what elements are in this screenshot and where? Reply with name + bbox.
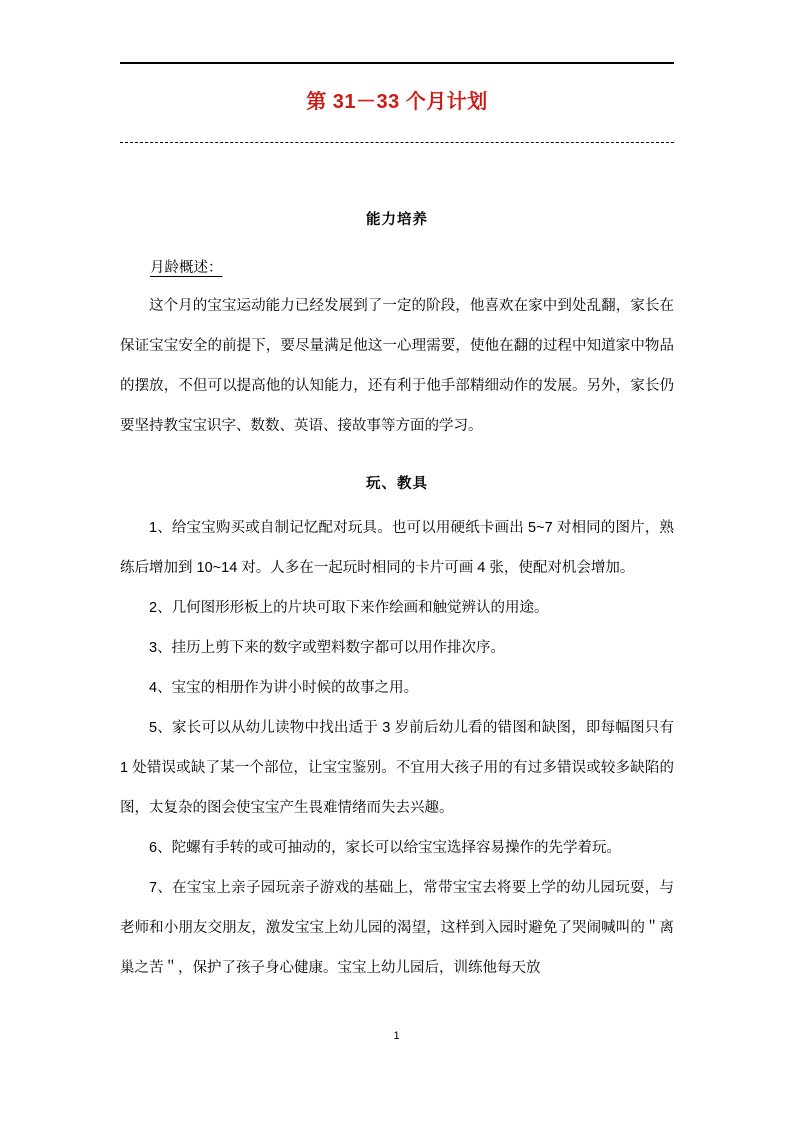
list-item: 6、陀螺有手转的或可抽动的，家长可以给宝宝选择容易操作的先学着玩。 bbox=[149, 840, 622, 857]
paragraph-month-overview: 这个月的宝宝运动能力已经发展到了一定的阶段，他喜欢在家中到处乱翻，家长在保证宝宝安全的前提下，要尽量满足他这一心理需要，使他在翻的过程中知道家中物品的摆放，不但可以提高他的认知能力，还有利于他手部精细动作的发展。另外，家长仍要坚持教宝宝识字、数数、英语、接故事等方面的学习。 bbox=[120, 298, 674, 435]
header-bottom-dashed-rule bbox=[120, 142, 674, 143]
document-body bbox=[120, 196, 674, 988]
list-item: 7、在宝宝上亲子园玩亲子游戏的基础上，常带宝宝去将要上学的幼儿园玩耍，与老师和小朋友交朋友，激发宝宝上幼儿园的渴望，这样到入园时避免了哭闹喊叫的＂离巢之苦＂，保护了孩子身心健康。宝宝上幼儿园后，训练他每天放 bbox=[120, 880, 674, 977]
list-item: 1、给宝宝购买或自制记忆配对玩具。也可以用硬纸卡画出 5~7 对相同的图片，熟练后增加到 10~14 对。人多在一起玩时相同的卡片可画 4 张，使配对机会增加。 bbox=[120, 520, 674, 577]
page-header bbox=[120, 62, 674, 143]
list-item: 5、家长可以从幼儿读物中找出适于 3 岁前后幼儿看的错图和缺图，即每幅图只有 1 处错误或缺了某一个部位，让宝宝鉴别。不宜用大孩子用的有过多错误或较多缺陷的图，太复杂的图会使宝宝产生畏难情绪而失去兴趣。 bbox=[120, 720, 674, 817]
page-number: 1 bbox=[393, 1030, 400, 1042]
heading-ability-training: 能力培养 bbox=[366, 212, 428, 228]
label-month-overview: 月龄概述： bbox=[150, 260, 223, 277]
list-item: 2、几何图形形板上的片块可取下来作绘画和触觉辨认的用途。 bbox=[149, 600, 549, 617]
list-item: 4、宝宝的相册作为讲小时候的故事之用。 bbox=[149, 680, 419, 697]
header-top-rule bbox=[120, 62, 674, 64]
page-title: 第 31－33 个月计划 bbox=[306, 91, 488, 113]
list-item: 3、挂历上剪下来的数字或塑料数字都可以用作排次序。 bbox=[149, 640, 506, 657]
heading-toys-and-teaching-aids: 玩、教具 bbox=[366, 476, 428, 493]
